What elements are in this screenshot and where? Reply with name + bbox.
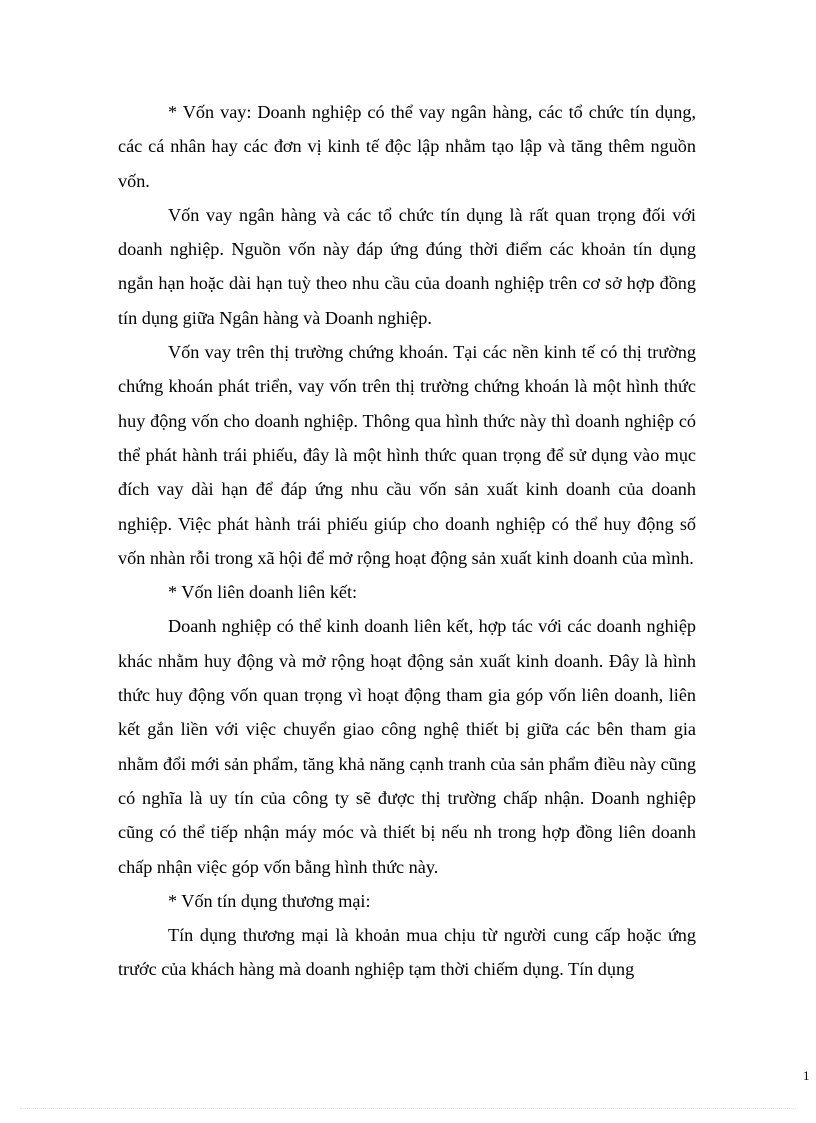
paragraph-tin-dung-thuong-mai: Tín dụng thương mại là khoản mua chịu từ người cung cấp hoặc ứng trước của khách hàng mà doanh nghiệp tạm thời chiếm dụng. Tín dụng: [118, 925, 696, 980]
heading-von-lien-doanh: * Vốn liên doanh liên kết:: [168, 582, 358, 603]
paragraph-von-vay-chung-khoan: Vốn vay trên thị trường chứng khoán. Tại các nền kinh tế có thị trường chứng khoán phát triển, vay vốn trên thị trường chứng khoán là một hình thức huy động vốn cho doanh nghiệp. Thông qua hình thức này thì doanh nghiệp có thể phát hành trái phiếu, đây là một hình thức quan trọng để sử dụng vào mục đích vay dài hạn để đáp ứng nhu cầu vốn sản xuất kinh doanh của doanh nghiệp. Việc phát hành trái phiếu giúp cho doanh nghiệp có thể huy động số vốn nhàn rỗi trong xã hội để mở rộng hoạt động sản xuất kinh doanh của mình.: [118, 342, 696, 568]
footer-divider: [20, 1108, 796, 1109]
paragraph-von-vay: * Vốn vay: Doanh nghiệp có thể vay ngân hàng, các tổ chức tín dụng, các cá nhân hay các đơn vị kinh tế độc lập nhằm tạo lập và tăng thêm nguồn vốn.: [118, 102, 696, 191]
page-number: 1: [803, 1068, 810, 1083]
paragraph-von-vay-ngan-hang: Vốn vay ngân hàng và các tổ chức tín dụng là rất quan trọng đối với doanh nghiệp. Nguồn vốn này đáp ứng đúng thời điểm các khoản tín dụng ngắn hạn hoặc dài hạn tuỳ theo nhu cầu của doanh nghiệp trên cơ sở hợp đồng tín dụng giữa Ngân hàng và Doanh nghiệp.: [118, 204, 696, 328]
heading-von-tin-dung-thuong-mai: * Vốn tín dụng thương mại:: [168, 890, 371, 911]
document-body: [118, 95, 696, 987]
paragraph-lien-doanh: Doanh nghiệp có thể kinh doanh liên kết, hợp tác với các doanh nghiệp khác nhằm huy động và mở rộng hoạt động sản xuất kinh doanh. Đây là hình thức huy động vốn quan trọng vì hoạt động tham gia góp vốn liên doanh, liên kết gắn liền với việc chuyển giao công nghệ thiết bị giữa các bên tham gia nhằm đổi mới sản phẩm, tăng khả năng cạnh tranh của sản phẩm điều này cũng có nghĩa là uy tín của công ty sẽ được thị trường chấp nhận. Doanh nghiệp cũng có thể tiếp nhận máy móc và thiết bị nếu nh trong hợp đồng liên doanh chấp nhận việc góp vốn bằng hình thức này.: [118, 616, 696, 877]
